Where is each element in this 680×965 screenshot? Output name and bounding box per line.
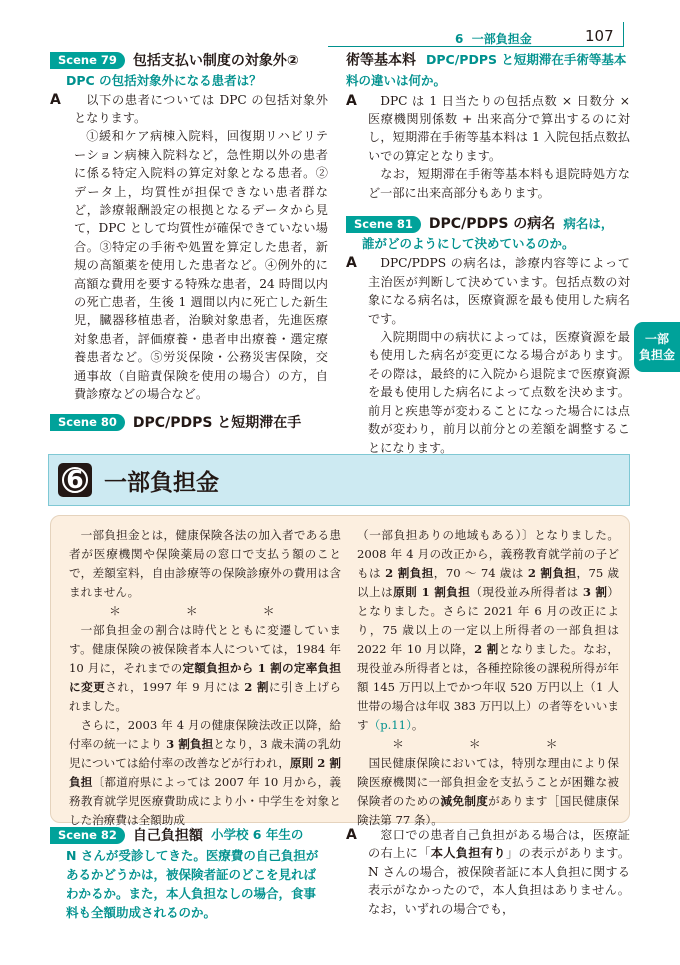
scene82-heading — [50, 825, 328, 846]
section-number: 6 — [66, 465, 84, 494]
scene81-answer-p2: 入院期間中の病状によっては，医療資源を最も使用した病名が変更になる場合があります。その際は，最終的に入院から退院まで医療資源を最も使用した病名によって点数を決めます。前月と疾患等が変わることになった場合には点数が変わり，前月以前分との差額を調整することになります。 — [368, 330, 630, 455]
info-p4-text4: （現役並み所得者は — [470, 585, 583, 599]
stars-divider: ＊ ＊ ＊ — [391, 737, 584, 751]
info-p1: 一部負担金とは，健康保険各法の加入者である患者が医療機関や保険薬局の窓口で支払う額のことで，差額室料，自由診療等の保険診療外の費用は含まれません。 — [69, 528, 341, 599]
scene81-question-inline: 病名は， — [563, 215, 614, 231]
scene80-answer — [346, 92, 630, 202]
scene79-answer-p1: 以下の患者については DPC の包括対象外となります。 — [74, 92, 328, 125]
stars-divider: ＊ ＊ ＊ — [108, 604, 301, 618]
scene79-heading — [50, 50, 328, 71]
info-p2-bold2: 2 割 — [244, 680, 269, 694]
scene80-heading — [50, 412, 301, 433]
info-p5 — [357, 754, 619, 830]
running-head-chapter-title: 一部負担金 — [471, 32, 532, 46]
scene79-answer — [50, 91, 328, 404]
info-p3-text2: となり，3 歳未満の乳幼児については給付率の改善などが行われ， — [69, 737, 342, 770]
scene82-question-block — [50, 825, 328, 922]
info-p4-bold2: 2 割負担 — [527, 566, 577, 580]
running-head-chapter-num: 6 — [455, 32, 464, 46]
side-tab-line1: 一部 — [644, 332, 669, 346]
info-p3-bold1: 3 割負担 — [166, 737, 214, 751]
scene79-question: DPC の包括対象外になる患者は？ — [66, 72, 262, 88]
right-column — [346, 50, 630, 457]
info-right-column — [357, 526, 619, 830]
page-reference-link[interactable]: （p.11） — [368, 718, 412, 732]
info-p3-text3: 〔都道府県によっては 2007 年 10 月から，義務教育就学児医療費助成により小・中学生を対象とした治療費は全額助成 — [69, 775, 341, 827]
info-p5-text1: 国民健康保険においては，特別な理由により保険医療機関に一部負担金を支払うことが困難な被保険者のための — [357, 756, 619, 808]
scene82-answer-p1 — [368, 826, 630, 918]
scene79-badge: Scene 79 — [50, 52, 125, 69]
scene82-badge: Scene 82 — [50, 827, 125, 844]
scene81-title: DPC/PDPS の病名 — [428, 216, 556, 233]
left-column — [50, 50, 328, 431]
info-p4-bold1: 2 割負担 — [385, 566, 434, 580]
scene80-answer-p1: DPC は 1 日当たりの包括点数 × 日数分 × 医療機関別係数 + 出来高分で算出するのに対し，短期滞在手術等基本料は 1 入院包括点数払いでの算定となります。 — [368, 93, 630, 163]
info-p4-text1: （一部負担ありの地域もある）〕となりました。2008 年 4 月の改正から，義務教育就学前の子どもは — [357, 528, 619, 580]
info-p4-text3: ，75 歳以上は — [357, 566, 620, 599]
scene82-question-rest: N さんが受診してきた。医療費の自己負担があるかどうかは，被保険者証のどこを見ればわかるか。また，本人負担なしの場合，食事料も全額助成されるのか。 — [66, 847, 319, 920]
scene81-answer — [346, 254, 630, 456]
info-p2-text2: され，1997 年 9 月には — [105, 680, 245, 694]
info-box — [50, 515, 630, 827]
scene79-title: 包括支払い制度の対象外② — [132, 52, 299, 69]
scene80-question: DPC/PDPS と短期滞在手術等基本料の違いは何か。 — [346, 52, 627, 88]
scene80-answer-p2: なお，短期滞在手術等基本料も退院時処方など一部に出来高部分もあります。 — [368, 167, 630, 200]
answer-mark: A — [346, 827, 357, 843]
answer-mark: A — [346, 92, 357, 109]
info-p2-text1: 一部負担金の割合は時代とともに変遷しています。健康保険の被保険者本人については，1984 年 10 月に，それまでの — [69, 623, 341, 675]
running-head-chapter — [455, 30, 532, 47]
info-p5-text2: があります［国民健康保険法第 77 条）。 — [357, 794, 619, 827]
scene81-answer-p1: DPC/PDPS の病名は，診療内容等によって主治医が判断して決めています。包括点数の対象になる病名は，医療資源を最も使用した病名です。 — [368, 256, 630, 326]
info-p4-bold4: 3 割 — [582, 585, 608, 599]
info-p2-bold1: 定額負担から 1 割の定率負担に変更 — [69, 661, 341, 694]
info-p4-text2: ，70 ～ 74 歳は — [433, 566, 528, 580]
answer-mark: A — [346, 255, 357, 272]
side-tab-line2: 負担金 — [638, 348, 675, 362]
scene79-answer-p2: ①緩和ケア病棟入院料，回復期リハビリテーション病棟入院料など，急性期以外の患者に係る特定入院料の算定対象となる患者。②データ上，均質性が担保できない患者群など，診療報酬設定の根拠となるデータから見て，DPC として均質性が確保できていない場合。③特定の手術や処置を算定した患者，新規の高額薬を使用した患者など。④例外的に高額な費用を要する特殊な患者，24 時間以内の死亡患者，生後 1 週間以内に死亡した新生児，臓器移植患者，治験対象患者，先進医療対象患者，評価療養・患者申出療養・選定療養患者など。⑤労災保険・公務災害保険，交通事故（自賠責保険を使用の場合）の方，自費診療などの場合など。 — [74, 129, 328, 401]
answer-mark: A — [50, 91, 61, 108]
scene82-answer-bold: 本人負担有り — [430, 846, 506, 861]
info-left-column — [69, 526, 341, 830]
info-p2 — [69, 621, 341, 716]
scene80-title-part2: 術等基本料 — [346, 52, 416, 69]
section-title: 一部負担金 — [104, 470, 219, 496]
scene81-question-rest: 誰がどのようにして決めているのか。 — [362, 236, 575, 252]
info-p3-text1: さらに，2003 年 4 月の健康保険法改正以降，給付率の統一により — [69, 718, 341, 751]
scene82-answer-text2: 」の表示があります。N さんの場合，被保険者証に本人負担に関する表示がなかったので，本人負担はありません。なお，いずれの場合でも， — [368, 846, 631, 916]
info-p2-text3: に引き上げられました。 — [69, 680, 341, 713]
scene82-question-inline: 小学校 6 年生の — [210, 827, 304, 842]
info-p4-text6: となりました。なお，現役並み所得者とは，各種控除後の課税所得が年額 145 万円以上でかつ年収 520 万円以上（1 人世帯の場合は年収 383 万円以上）の者等をいいます — [357, 642, 619, 732]
info-p4-bold5: 2 割 — [474, 642, 499, 656]
info-p4 — [357, 526, 619, 735]
scene82-title: 自己負担額 — [132, 827, 203, 844]
info-p3-bold2: 原則 2 割負担 — [69, 756, 342, 789]
page-number: 107 — [585, 27, 614, 45]
chapter-side-tab[interactable] — [634, 322, 680, 372]
info-p5-bold1: 減免制度 — [440, 794, 489, 808]
scene82-answer — [346, 826, 630, 918]
scene82-answer-text1: 窓口での患者自己負担がある場合は，医療証の右上に「 — [368, 828, 630, 861]
scene81-heading — [346, 214, 630, 235]
info-p4-bold3: 原則 1 割負担 — [393, 585, 471, 599]
scene80-title-part1: DPC/PDPS と短期滞在手 — [132, 414, 302, 431]
scene81-badge: Scene 81 — [346, 216, 421, 233]
info-p3 — [69, 716, 341, 830]
info-p4-end: 。 — [411, 718, 424, 732]
section-number-icon — [58, 463, 92, 497]
header-vertical-rule — [623, 22, 624, 47]
info-p4-text5: ）となりました。さらに 2021 年 6 月の改正により，75 歳以上の一定以上所得者の一部負担は 2022 年 10 月以降， — [357, 585, 620, 656]
scene80-badge: Scene 80 — [50, 414, 125, 431]
